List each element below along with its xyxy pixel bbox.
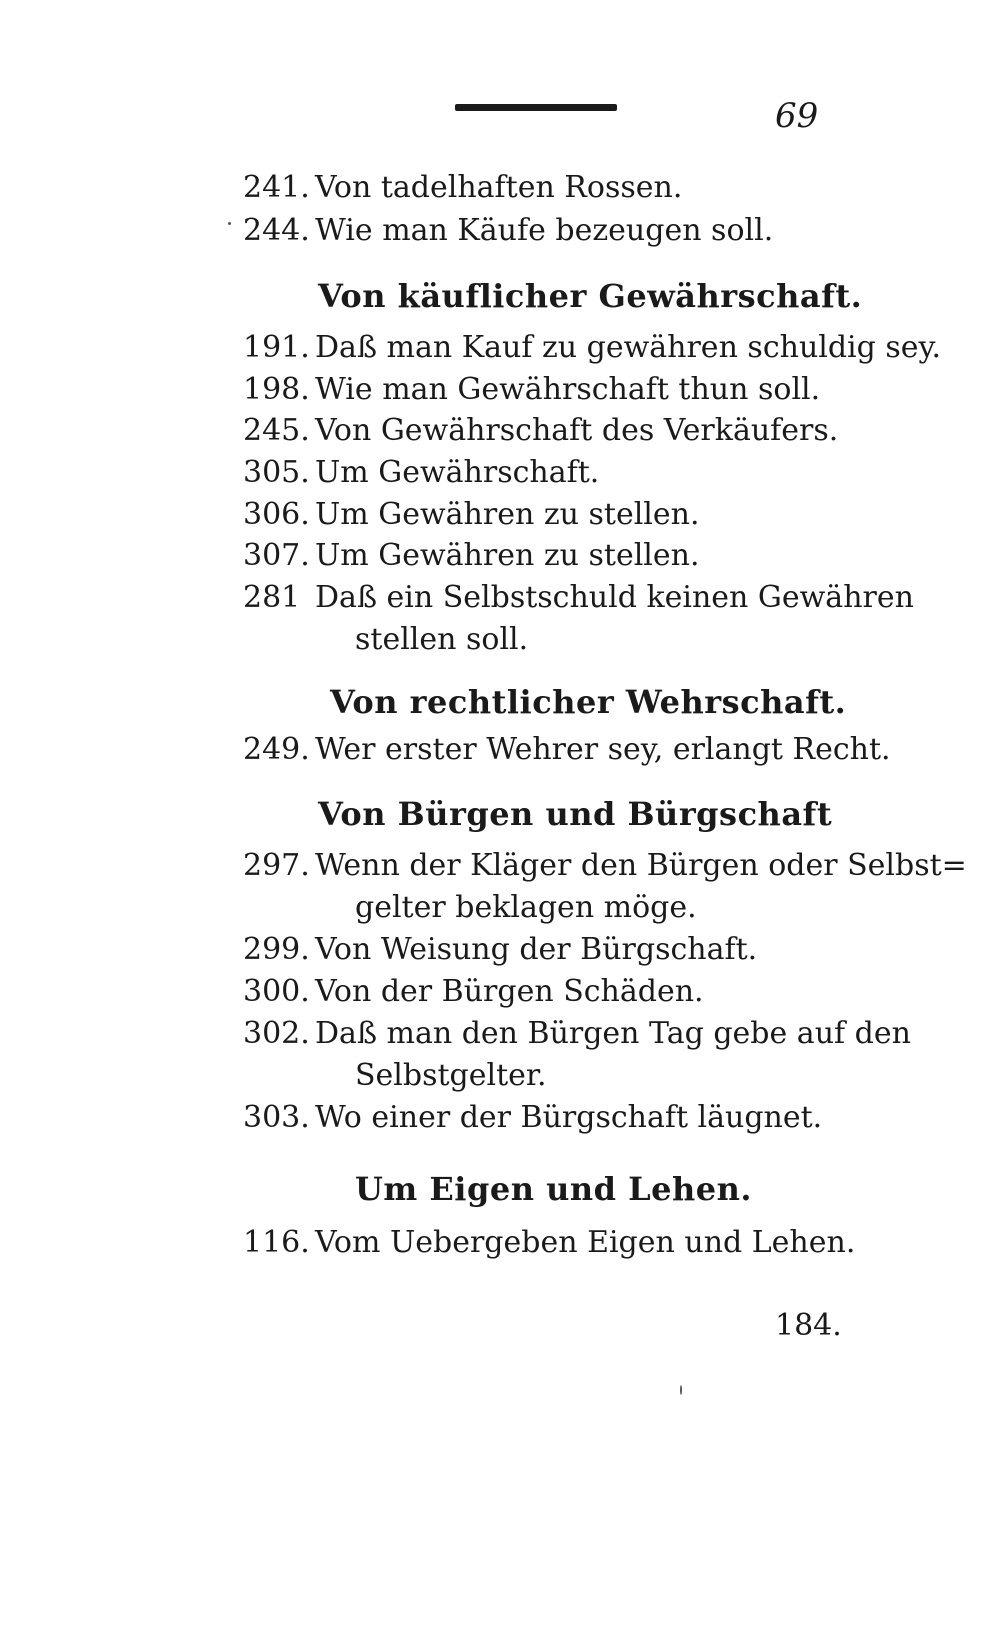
entry-number: 307.	[243, 538, 310, 573]
entry-text: Wenn der Kläger den Bürgen oder Selbst=	[315, 848, 967, 883]
list-item	[243, 372, 820, 407]
list-item	[243, 455, 599, 490]
list-item	[243, 732, 891, 767]
entry-number: 302.	[243, 1016, 310, 1051]
entry-number: 306.	[243, 497, 310, 532]
list-item	[243, 1100, 822, 1135]
entry-text: Daß man Kauf zu gewähren schuldig sey.	[315, 330, 942, 365]
section-heading: Um Eigen und Lehen.	[355, 1170, 753, 1208]
entry-continuation: gelter beklagen möge.	[355, 890, 697, 925]
header-rule	[455, 104, 617, 111]
entry-text: Von Gewährschaft des Verkäufers.	[315, 413, 839, 448]
section-heading: Von Bürgen und Bürgschaft	[318, 795, 833, 833]
entry-text: Um Gewährschaft.	[315, 455, 600, 490]
list-item	[243, 497, 700, 532]
entry-text: Daß ein Selbstschuld keinen Gewähren	[315, 580, 914, 615]
entry-number: 281	[243, 580, 301, 615]
entry-number: 300.	[243, 974, 310, 1009]
entry-text: Von tadelhaften Rossen.	[315, 170, 683, 205]
entry-continuation: stellen soll.	[355, 622, 529, 657]
entry-text: Von der Bürgen Schäden.	[315, 974, 704, 1009]
entry-number: 303.	[243, 1100, 310, 1135]
entry-continuation: Selbstgelter.	[355, 1058, 547, 1093]
entry-text: Wo einer der Bürgschaft läugnet.	[315, 1100, 823, 1135]
entry-text: Von Weisung der Bürgschaft.	[315, 932, 758, 967]
entry-number: 299.	[243, 932, 310, 967]
entry-number: 116.	[243, 1225, 310, 1260]
list-item	[243, 213, 773, 248]
page-number: 69	[775, 96, 819, 136]
section-heading: Von käuflicher Gewährschaft.	[318, 277, 863, 315]
list-item	[243, 848, 967, 883]
entry-text: Um Gewähren zu stellen.	[315, 538, 700, 573]
catchword: 184.	[775, 1308, 842, 1343]
section-heading: Von rechtlicher Wehrschaft.	[330, 683, 847, 721]
entry-number: 198.	[243, 372, 310, 407]
entry-number: 244.	[243, 213, 310, 248]
paper-speck	[228, 222, 231, 225]
list-item	[243, 580, 914, 615]
entry-number: 305.	[243, 455, 310, 490]
list-item	[243, 413, 838, 448]
entry-text: Um Gewähren zu stellen.	[315, 497, 700, 532]
entry-text: Vom Uebergeben Eigen und Lehen.	[315, 1225, 856, 1260]
list-item	[243, 1225, 855, 1260]
entry-number: 191.	[243, 330, 310, 365]
list-item	[243, 330, 941, 365]
list-item	[243, 974, 704, 1009]
entry-text: Wer erster Wehrer sey, erlangt Recht.	[315, 732, 891, 767]
entry-text: Wie man Gewährschaft thun soll.	[315, 372, 821, 407]
entry-number: 245.	[243, 413, 310, 448]
entry-number: 249.	[243, 732, 310, 767]
list-item	[243, 1016, 911, 1051]
list-item	[243, 170, 682, 205]
list-item	[243, 932, 757, 967]
list-item	[243, 538, 700, 573]
paper-speck	[680, 1385, 682, 1395]
entry-text: Daß man den Bürgen Tag gebe auf den	[315, 1016, 911, 1051]
entry-number: 241.	[243, 170, 310, 205]
entry-text: Wie man Käufe bezeugen soll.	[315, 213, 774, 248]
entry-number: 297.	[243, 848, 310, 883]
